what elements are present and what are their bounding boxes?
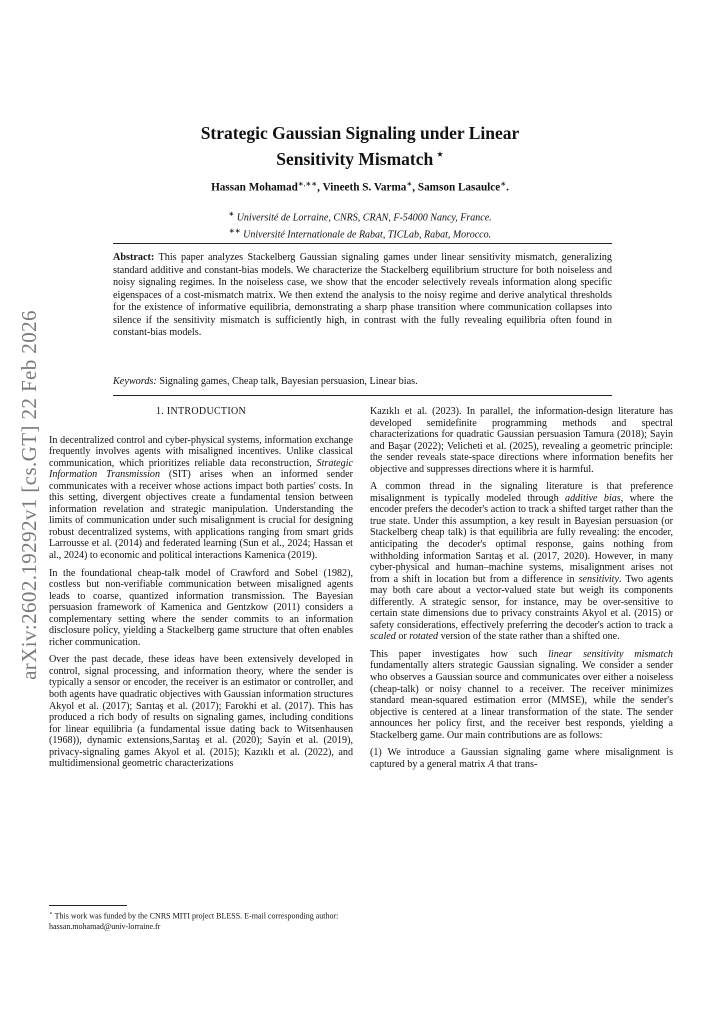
abstract-label: Abstract: [113, 252, 155, 263]
paper-title [100, 123, 620, 170]
paragraph: Kazıklı et al. (2023). In parallel, the information-design literature has developed semidefinite programming methods and spectral characterizations for quadratic Gaussian persuasion Tamura (2018); Sayin and Başar (2022); Velicheti et al. (2025), revealing a geometric principle: the sender reveals state-space directions where information benefits her objective and suppresses directions where it is harmful. [370, 406, 673, 475]
keywords-text: Signaling games, Cheap talk, Bayesian persuasion, Linear bias. [159, 376, 418, 387]
paragraph: This paper investigates how such linear sensitivity mismatch fundamentally alters strategic Gaussian signaling. We consider a sender who observes a Gaussian source and communicates over either a noiseless (cheap-talk) or noisy channel to a receiver. The receiver minimizes standard mean-squared estimation error (MMSE), while the sender's objective is centered at a linear transformation of the state. The sender announces her policy first, and the receiver best responds, yielding a Stackelberg game. Our main contributions are as follows: [370, 648, 673, 741]
author-affil-mark: ∗ [406, 180, 413, 188]
author-affil-mark: ∗,∗∗ [297, 180, 318, 188]
abstract [113, 252, 612, 340]
affiliations: ∗ Université de Lorraine, CNRS, CRAN, F-54000 Nancy, France. ∗∗ Université Internationale de Rabat, TICLab, Rabat, Morocco. [228, 210, 492, 241]
title-line-1: Strategic Gaussian Signaling under Linear [200, 123, 520, 143]
footnote-mark: ⋆ [49, 911, 53, 917]
paragraph: (1) We introduce a Gaussian signaling game where misalignment is captured by a general matrix A that trans- [370, 747, 673, 770]
author-name: Vineeth S. Varma [322, 181, 407, 194]
paragraph: Over the past decade, these ideas have been extensively developed in control, signal processing, and information theory, where the sender is typically a sensor or encoder, the receiver is an estimator or controller, and both agents have quadratic objectives with Gaussian information structures Akyol et al. (2017); Sarıtaş et al. (2017); Farokhi et al. (2017). This has produced a rich body of results on signaling games, including conditions for linear equilibria (a fundamental issue dating back to Witsenhausen (1968)), dynamic extensions,Sarıtaş et al. (2020); Sayin et al. (2019), privacy-signaling games Akyol et al. (2015); Kazıklı et al. (2022), and multidimensional geometric characterizations [49, 654, 353, 770]
left-column [49, 406, 353, 776]
title-footnote-mark: ⋆ [436, 147, 444, 161]
title-line-2: Sensitivity Mismatch [276, 148, 434, 169]
paragraph: In the foundational cheap-talk model of Crawford and Sobel (1982), costless but non-verifiable communication between misaligned agents leads to coarse, quantized information transmission. The Bayesian persuasion framework of Kamenica and Gentzkow (2011) considers a complementary setting where the sender commits to an information disclosure policy, yielding a Stackelberg game structure that often enables richer communication. [49, 567, 353, 648]
author-list: Hassan Mohamad∗,∗∗, Vineeth S. Varma∗, Samson Lasaulce∗. [211, 180, 509, 194]
abstract-bottom-rule [113, 395, 612, 396]
keywords-label: Keywords: [113, 376, 157, 387]
section-heading: 1. INTRODUCTION [155, 406, 247, 417]
footnote-text: This work was funded by the CNRS MITI project BLESS. E-mail corresponding author: hassan.mohamad@univ-lorraine.fr [49, 911, 339, 932]
paragraph: A common thread in the signaling literature is that preference misalignment is typically modeled through additive bias, where the encoder prefers the decoder's action to track a shifted target rather than the true state. Under this assumption, a key result in Bayesian persuasion (or Stackelberg cheap talk) is that equilibria are fully revealing: the encoder, anticipating the decoder's optimal response, gains nothing from withholding information Sarıtaş et al. (2017, 2020). However, in many cyber-physical and human–machine systems, misalignment arises not from a shift in location but from a difference in sensitivity. Two agents may both care about a vector-valued state but weigh its components differently. A strategic sensor, for instance, may be over-sensitive to certain state dimensions due to privacy constraints Akyol et al. (2015) or safety considerations, effectively preferring the decoder's action to track a scaled or rotated version of the state rather than a shifted one. [370, 481, 673, 643]
affiliation-1: Université de Lorraine, CNRS, CRAN, F-54000 Nancy, France. [236, 212, 492, 224]
footnote [49, 909, 353, 933]
abstract-top-rule [113, 243, 612, 244]
abstract-text: This paper analyzes Stackelberg Gaussian signaling games under linear sensitivity mismatch, generalizing standard additive and constant-bias models. We characterize the Stackelberg equilibrium structure for both noiseless and noisy signaling regimes. In the noiseless case, we show that the encoder selectively reveals information along specific eigenspaces of a cost-mismatch matrix. We then extend the analysis to the noisy regime and derive analytical thresholds for the existence of informative equilibria, demonstrating a sharp phase transition where communication collapses into silence if the sensitivity mismatch is sufficiently high, in contrast with the fully revealing equilibria often found in constant-bias models. [113, 252, 612, 338]
arxiv-identifier: arXiv:2602.19292v1 [cs.GT] 22 Feb 2026 [17, 310, 41, 680]
paragraph: In decentralized control and cyber-physical systems, information exchange frequently involves agents with misaligned incentives. Unlike classical communication, which prioritizes reliable data reconstruction, Strategic Information Transmission (SIT) arises when an informed sender communicates with a receiver whose actions impact both parties' costs. In this setting, divergent objectives create a fundamental tension between information revelation and strategic manipulation. Understanding the limits of communication under such misalignment is crucial for designing robust decentralized systems, with applications ranging from smart grids Larrousse et al. (2014) and federated learning (Sun et al., 2024; Hassan et al., 2024) to economic and political interactions Kamenica (2019). [49, 434, 354, 562]
affiliation-2: Université Internationale de Rabat, TICLab, Rabat, Morocco. [243, 229, 492, 241]
author-name: Hassan Mohamad [211, 181, 298, 194]
author-name: Samson Lasaulce [417, 181, 501, 194]
footnote-rule [49, 905, 127, 906]
keywords [113, 376, 612, 387]
author-affil-mark: ∗ [500, 180, 507, 188]
right-column [370, 406, 673, 776]
